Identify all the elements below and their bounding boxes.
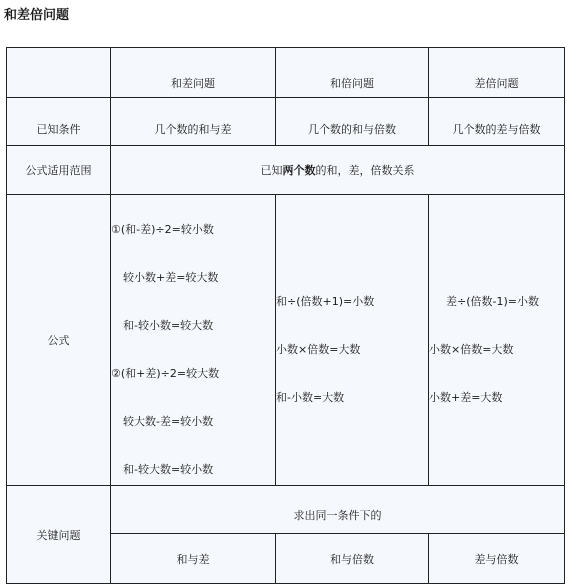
known-sum-diff: 几个数的和与差 [111, 98, 276, 146]
formula-line: 小数×倍数=大数 [429, 343, 514, 356]
scope-label: 公式适用范围 [7, 146, 111, 195]
known-row [7, 98, 565, 146]
key-label: 关键问题 [7, 486, 111, 584]
formula-line: 小数+差=大数 [429, 391, 503, 404]
formula-line: ②(和+差)÷2=较大数 [111, 367, 220, 380]
known-diff-multiple: 几个数的差与倍数 [429, 98, 565, 146]
header-diff-multiple: 差倍问题 [429, 48, 565, 98]
known-sum-multiple: 几个数的和与倍数 [276, 98, 429, 146]
formula-line: 和-较大数=较小数 [123, 463, 214, 476]
header-empty-cell [7, 48, 111, 98]
formula-line: 差÷(倍数-1)=小数 [446, 295, 539, 308]
scope-prefix: 已知 [260, 164, 283, 177]
key-sum-diff: 和与差 [111, 534, 276, 584]
formula-label: 公式 [7, 195, 111, 486]
key-span-text: 求出同一条件下的 [111, 486, 565, 534]
scope-row [7, 146, 565, 195]
formula-diff-multiple [429, 195, 565, 486]
formula-sum-diff [111, 195, 276, 486]
header-sum-diff: 和差问题 [111, 48, 276, 98]
scope-text [111, 146, 565, 195]
formula-line: 较大数-差=较小数 [123, 415, 214, 428]
formula-sum-multiple [276, 195, 429, 486]
key-row-top [7, 486, 565, 534]
formula-line: 小数×倍数=大数 [276, 343, 361, 356]
scope-bold: 两个数 [282, 164, 316, 177]
formula-line: 和÷(倍数+1)=小数 [276, 295, 375, 308]
formula-line: 和-较小数=较大数 [123, 319, 214, 332]
formula-line: ①(和-差)÷2=较小数 [111, 223, 214, 236]
formula-line: 和-小数=大数 [276, 391, 345, 404]
header-sum-multiple: 和倍问题 [276, 48, 429, 98]
key-diff-multiple: 差与倍数 [429, 534, 565, 584]
scope-suffix: 的和，差，倍数关系 [315, 164, 415, 177]
header-row [7, 48, 565, 98]
comparison-table [6, 47, 565, 584]
formula-row [7, 195, 565, 486]
known-label: 已知条件 [7, 98, 111, 146]
key-sum-multiple: 和与倍数 [276, 534, 429, 584]
formula-line: 较小数+差=较大数 [123, 271, 219, 284]
page-title: 和差倍问题 [4, 8, 70, 23]
